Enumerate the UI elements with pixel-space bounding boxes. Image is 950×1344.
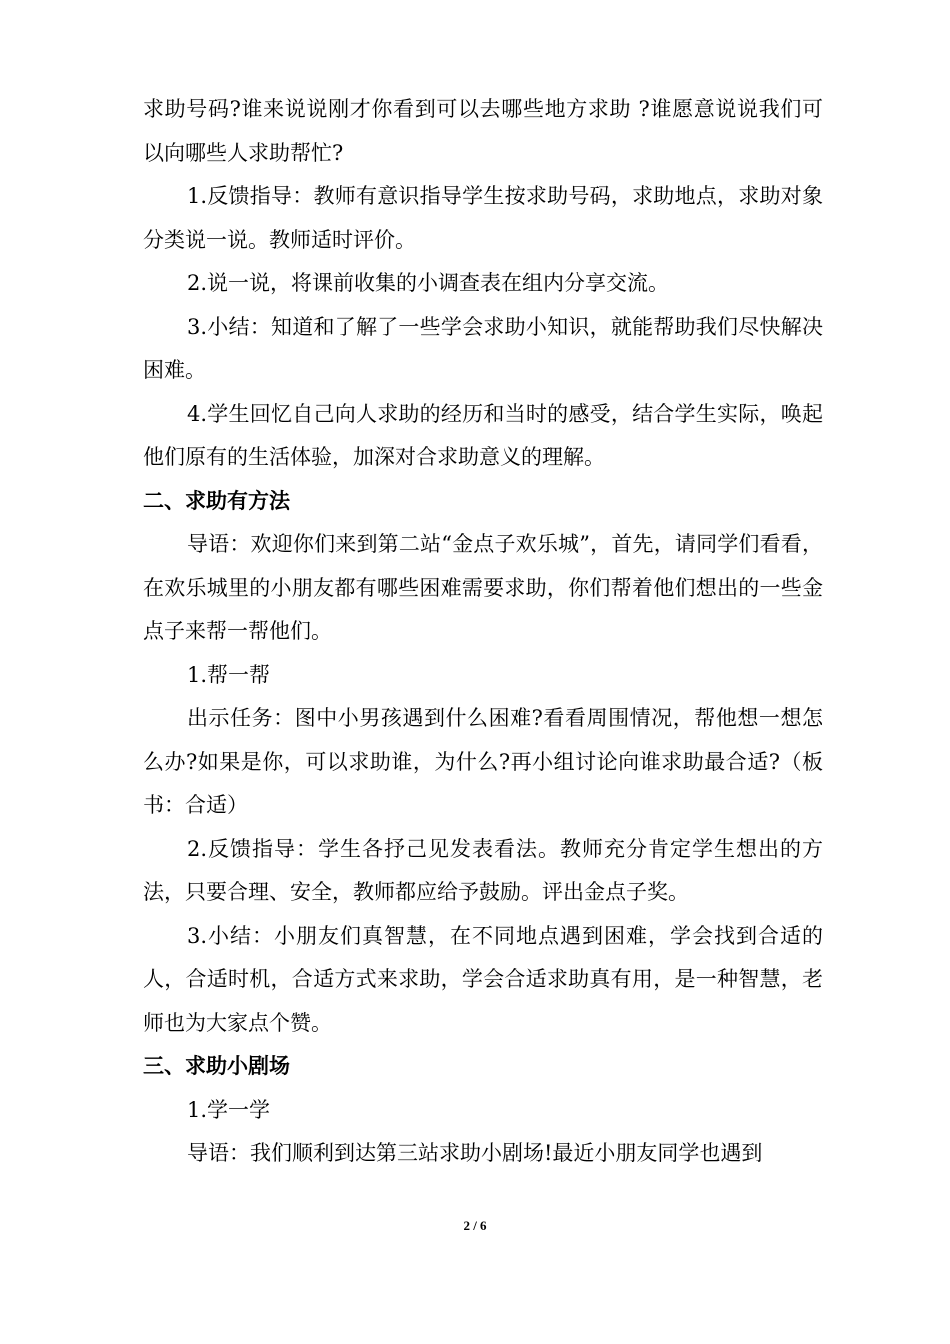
paragraph: 导语：欢迎你们来到第二站“金点子欢乐城”，首先，请同学们看看，在欢乐城里的小朋友都有哪些困难需要求助，你们帮着他们想出的一些金点子来帮一帮他们。 <box>143 532 823 643</box>
paragraph: 出示任务：图中小男孩遇到什么困难?看看周围情况，帮他想一想怎么办?如果是你，可以求助谁，为什么?再小组讨论向谁求助最合适?（板书：合适） <box>143 706 823 817</box>
section-heading: 二、求助有方法 <box>143 488 290 513</box>
document-body <box>143 88 823 1176</box>
paragraph: 2.反馈指导：学生各抒己见发表看法。教师充分肯定学生想出的方法，只要合理、安全，教师都应给予鼓励。评出金点子奖。 <box>143 836 823 904</box>
section-heading: 三、求助小剧场 <box>143 1054 290 1078</box>
paragraph: 1.反馈指导：教师有意识指导学生按求助号码，求助地点，求助对象分类说一说。教师适时评价。 <box>143 184 823 252</box>
paragraph: 求助号码?谁来说说刚才你看到可以去哪些地方求助 ?谁愿意说说我们可以向哪些人求助帮忙? <box>143 97 823 165</box>
paragraph: 1.学一学 <box>187 1097 271 1122</box>
page-number: 2 / 6 <box>463 1218 487 1233</box>
paragraph: 1.帮一帮 <box>187 662 271 687</box>
paragraph: 2.说一说，将课前收集的小调查表在组内分享交流。 <box>187 271 670 295</box>
paragraph: 导语：我们顺利到达第三站求助小剧场!最近小朋友同学也遇到 <box>187 1141 763 1165</box>
paragraph: 3.小结：知道和了解了一些学会求助小知识，就能帮助我们尽快解决困难。 <box>143 314 823 382</box>
paragraph: 4.学生回忆自己向人求助的经历和当时的感受，结合学生实际，唤起他们原有的生活体验，加深对合求助意义的理解。 <box>143 401 823 469</box>
paragraph: 3.小结：小朋友们真智慧，在不同地点遇到困难，学会找到合适的人，合适时机，合适方式来求助，学会合适求助真有用，是一种智慧，老师也为大家点个赞。 <box>143 923 823 1035</box>
